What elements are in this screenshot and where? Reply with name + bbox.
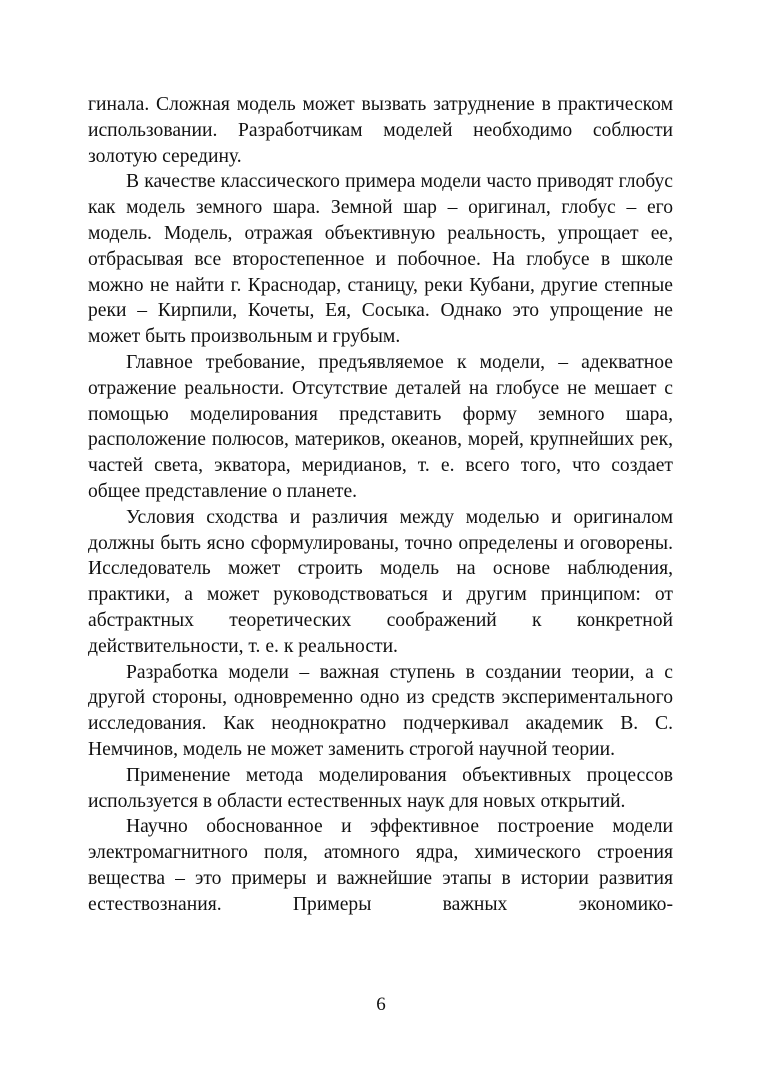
page-body [88, 92, 673, 918]
paragraph-similarity-conditions: Условия сходства и различия между моделью и оригиналом должны быть ясно сформулированы, точно определены и оговорены. Исследователь может строить модель на основе наблюдения, практики, а может руководствоваться и другим принципом: от абстрактных теоретических соображений к конкретной действительности, т. е. к реальности. [88, 506, 673, 657]
page-number: 6 [376, 994, 386, 1015]
paragraph-continuation: гинала. Сложная модель может вызвать затруднение в практическом использовании. Разработчикам моделей необходимо соблюсти золотую середину. [88, 94, 673, 167]
paragraph-scientific-models: Научно обоснованное и эффективное построение модели электромагнитного поля, атомного ядра, химического строения вещества – это примеры и важнейшие этапы в истории развития естествознания. Примеры важных экономико- [88, 816, 673, 915]
paragraph-globe-example: В качестве классического примера модели часто приводят глобус как модель земного шара. Земной шар – оригинал, глобус – его модель. Модель, отражая объективную реальность, упрощает ее, отбрасывая все второстепенное и побочное. На глобусе в школе можно не найти г. Краснодар, станицу, реки Кубани, другие степные реки – Кирпили, Кочеты, Ея, Сосыка. Однако это упрощение не может быть произвольным и грубым. [88, 171, 673, 348]
paragraph-modeling-method: Применение метода моделирования объективных процессов используется в области естественных наук для новых открытий. [88, 764, 673, 812]
paragraph-main-requirement: Главное требование, предъявляемое к модели, – адекватное отражение реальности. Отсутствие деталей на глобусе не мешает с помощью моделирования представить форму земного шара, расположение полюсов, материков, океанов, морей, крупнейших рек, частей света, экватора, меридианов, т. е. всего того, что создает общее представление о планете. [88, 351, 673, 502]
paragraph-model-development: Разработка модели – важная ступень в создании теории, а с другой стороны, одновременно одно из средств экспериментального исследования. Как неоднократно подчеркивал академик В. С. Немчинов, модель не может заменить строгой научной теории. [88, 661, 673, 760]
